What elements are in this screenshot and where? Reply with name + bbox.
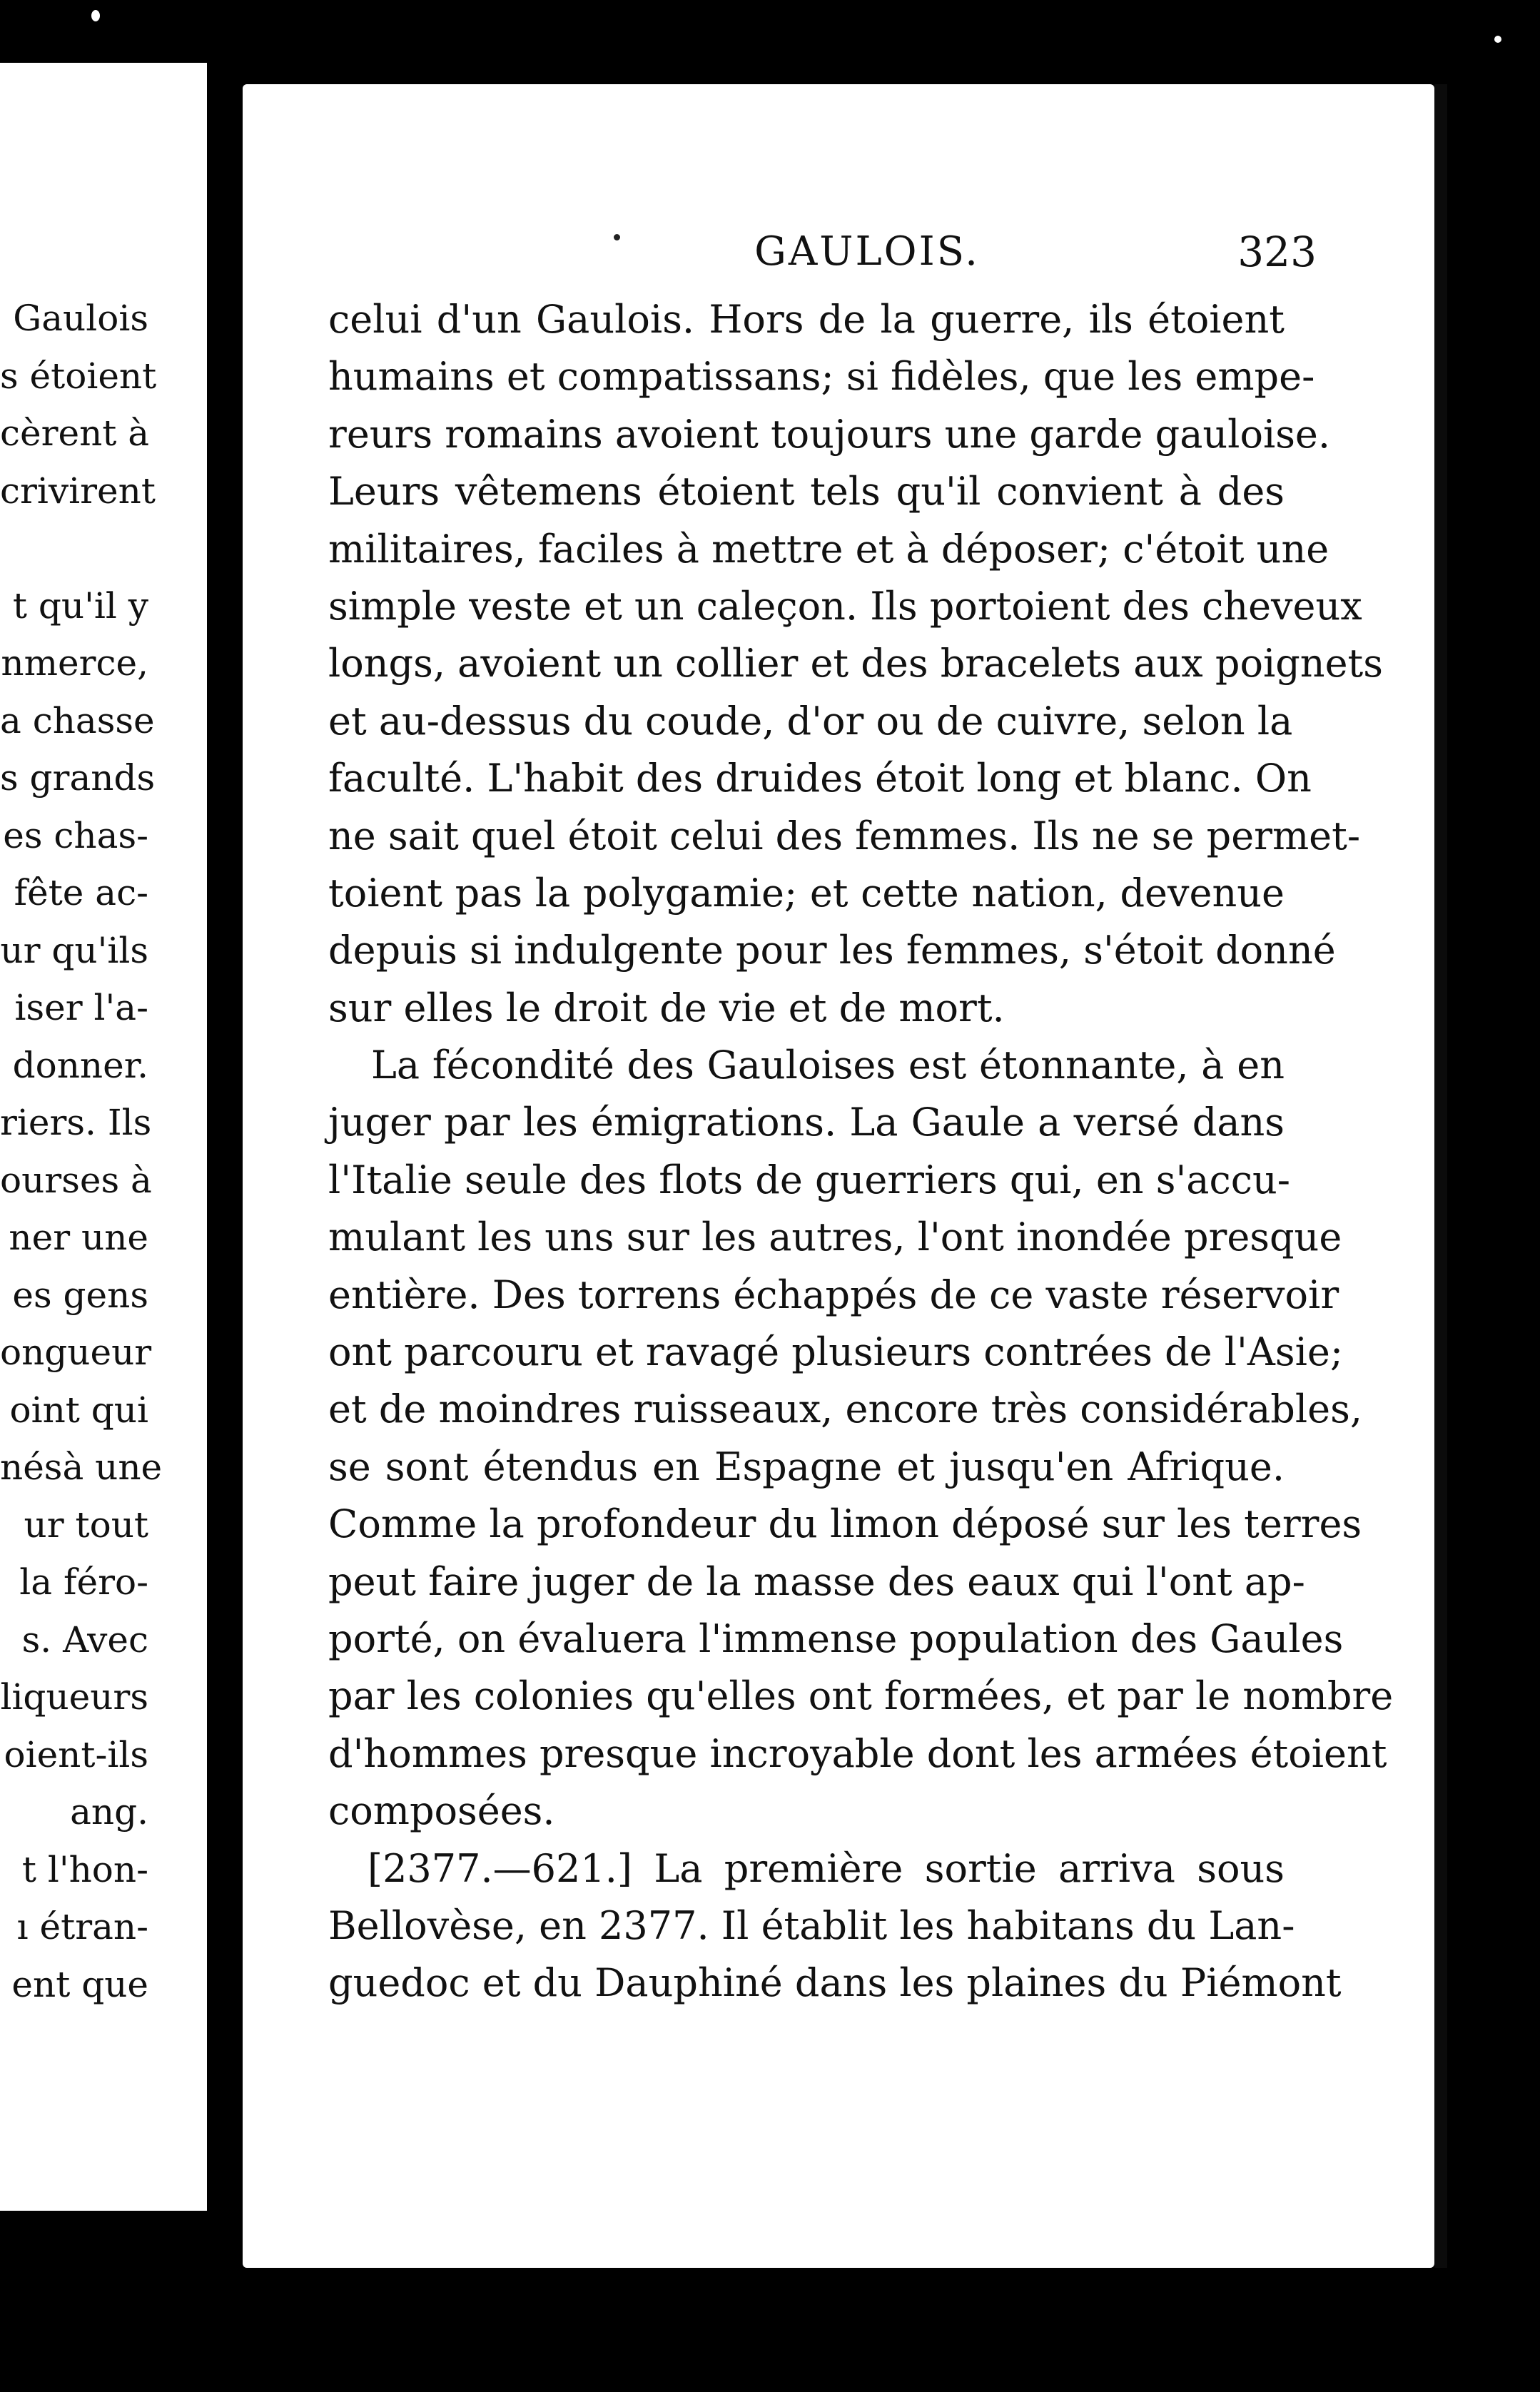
left-line: la féro- — [19, 1561, 148, 1603]
page-header — [243, 216, 1434, 288]
text-line: simple veste et un caleçon. Ils portoient des cheveux — [328, 583, 1362, 629]
text-line: humains et compatissans; si fidèles, que les empe- — [328, 354, 1315, 400]
text-line: sur elles le droit de vie et de mort. — [328, 985, 1005, 1030]
text-line: peut faire juger de la masse des eaux qui l'ont ap- — [328, 1559, 1305, 1604]
text-line: et de moindres ruisseaux, encore très considérables, — [328, 1387, 1362, 1432]
left-line: ur qu'ils — [0, 929, 148, 971]
left-line: fête ac- — [14, 872, 148, 913]
left-line: ur tout — [24, 1504, 148, 1546]
scan-speck — [91, 10, 100, 21]
left-line: oient-ils — [4, 1733, 148, 1775]
left-line: nésà une — [0, 1446, 163, 1488]
left-line: ourses à — [0, 1159, 152, 1201]
text-line: par les colonies qu'elles ont formées, et par le nombre — [328, 1673, 1394, 1719]
text-line: porté, on évaluera l'immense population des Gaules — [328, 1616, 1344, 1661]
left-line — [0, 520, 207, 577]
left-line: donner. — [12, 1044, 148, 1086]
text-line: Bellovèse, en 2377. Il établit les habitans du Lan- — [328, 1902, 1295, 1948]
left-page-fragment — [0, 63, 207, 2211]
left-line: ent que — [11, 1963, 148, 2005]
text-line: d'hommes presque incroyable dont les armées étoient — [328, 1730, 1387, 1776]
text-line: composées. — [328, 1788, 555, 1834]
left-line: ı étran- — [16, 1906, 148, 1947]
text-line: militaires, faciles à mettre et à déposer; c'étoit une — [328, 526, 1329, 572]
left-line: iser l'a- — [14, 987, 148, 1028]
text-line: toient pas la polygamie; et cette nation, devenue — [328, 870, 1285, 916]
text-line: Comme la profondeur du limon déposé sur les terres — [328, 1501, 1362, 1547]
text-line: et au-dessus du coude, d'or ou de cuivre, selon la — [328, 698, 1293, 744]
left-line: nmerce, — [1, 642, 148, 684]
book-page — [243, 84, 1434, 2268]
text-line: ne sait quel étoit celui des femmes. Ils ne se permet- — [328, 813, 1361, 858]
left-line: t l'hon- — [21, 1848, 148, 1890]
left-line: es gens — [12, 1274, 148, 1316]
left-line: cèrent à — [0, 412, 150, 454]
text-line: l'Italie seule des flots de guerriers qui, en s'accu- — [328, 1157, 1290, 1202]
left-line: liqueurs — [0, 1676, 148, 1718]
left-line: riers. Ils — [0, 1102, 152, 1143]
text-line: ont parcouru et ravagé plusieurs contrées de l'Asie; — [328, 1329, 1344, 1375]
text-line: depuis si indulgente pour les femmes, s'étoit donné — [328, 928, 1336, 973]
page-edge-shadow — [1434, 84, 1447, 2268]
left-line: Gaulois — [13, 298, 148, 339]
text-line: se sont étendus en Espagne et jusqu'en Afrique. — [328, 1444, 1285, 1489]
text-line: celui d'un Gaulois. Hors de la guerre, ils étoient — [328, 297, 1285, 342]
text-line: guedoc et du Dauphiné dans les plaines du Piémont — [328, 1960, 1342, 2006]
left-line: ongueur — [0, 1332, 152, 1373]
scan-speck — [1494, 36, 1501, 43]
left-line: crivirent — [0, 470, 156, 512]
left-line: ner une — [9, 1217, 148, 1258]
left-line: s grands — [0, 757, 156, 799]
left-line: s étoient — [0, 355, 157, 397]
left-line: t qu'il y — [12, 584, 148, 627]
left-line: oint qui — [9, 1389, 148, 1431]
page-body — [328, 291, 1394, 2012]
scan-speck — [614, 234, 620, 240]
text-line: reurs romains avoient toujours une garde gauloise. — [328, 411, 1331, 457]
left-line: s. Avec — [21, 1618, 148, 1661]
text-line: Leurs vêtemens étoient tels qu'il convient à des — [328, 469, 1285, 515]
paragraph-first-line: La fécondité des Gauloises est étonnante, à en — [371, 1043, 1285, 1088]
left-page-text — [0, 290, 207, 2013]
left-line: a chasse — [0, 699, 155, 741]
text-line: entière. Des torrens échappés de ce vaste réservoir — [328, 1272, 1339, 1317]
page-number: 323 — [1237, 228, 1317, 276]
text-line: longs, avoient un collier et des bracelets aux poignets — [328, 641, 1383, 686]
left-line: ang. — [70, 1791, 148, 1833]
left-line: es chas- — [3, 814, 148, 856]
text-line: faculté. L'habit des druides étoit long et blanc. On — [328, 756, 1312, 801]
text-line: juger par les émigrations. La Gaule a versé dans — [328, 1100, 1285, 1145]
text-line: mulant les uns sur les autres, l'ont inondée presque — [328, 1215, 1342, 1260]
running-title: GAULOIS. — [754, 228, 980, 275]
paragraph-first-line: [2377.—621.] La première sortie arriva sous — [368, 1845, 1285, 1891]
